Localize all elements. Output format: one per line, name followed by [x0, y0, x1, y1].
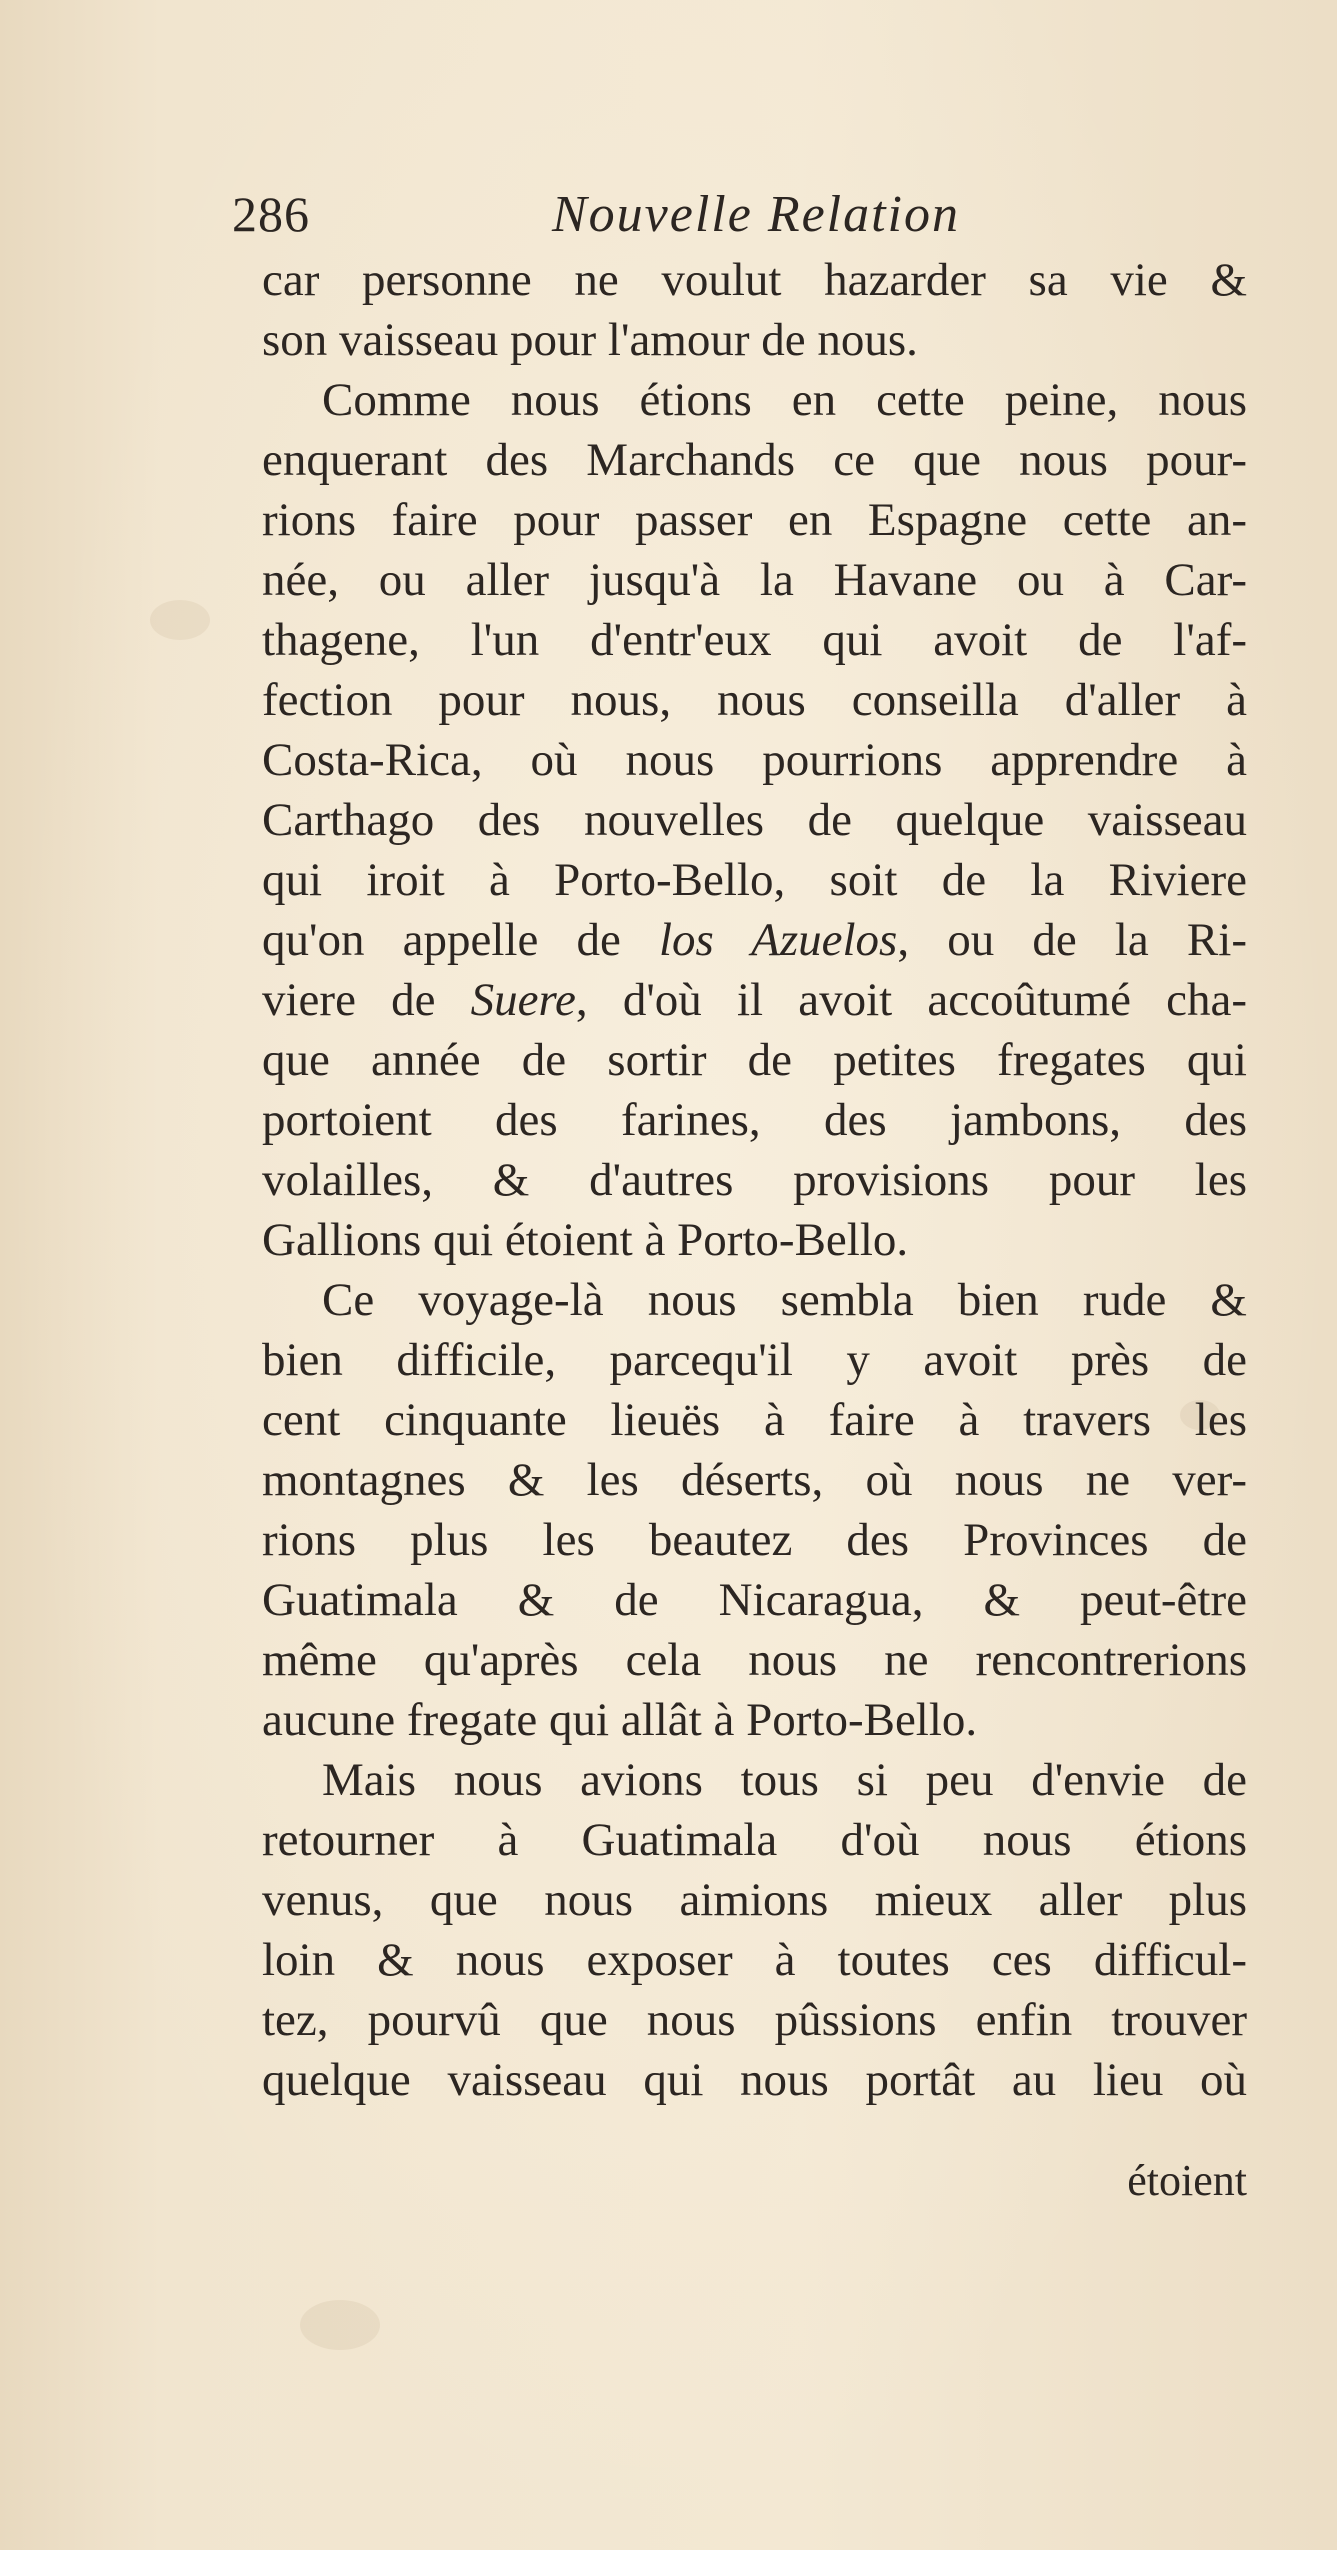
text-line: retourner à Guatimala d'où nous étions: [262, 1814, 1247, 1866]
text-line: portoient des farines, des jambons, des: [262, 1094, 1247, 1146]
text-line: qui iroit à Porto-Bello, soit de la Riviere: [262, 854, 1247, 906]
text-line: viere de Suere, d'où il avoit accoûtumé cha-: [262, 974, 1248, 1026]
page-number: 286: [232, 186, 310, 242]
italic-term: los Azuelos: [658, 914, 898, 966]
paper-stain: [150, 600, 210, 640]
text-line: thagene, l'un d'entr'eux qui avoit de l'af-: [262, 614, 1247, 666]
text-line: Costa-Rica, où nous pourrions apprendre à: [262, 734, 1247, 786]
text-line: rions plus les beautez des Provinces de: [262, 1514, 1247, 1566]
text-line: rions faire pour passer en Espagne cette an-: [262, 494, 1247, 546]
paper-stain: [300, 2300, 380, 2350]
text-line: enquerant des Marchands ce que nous pour-: [262, 434, 1247, 486]
text-line: car personne ne voulut hazarder sa vie &: [262, 254, 1247, 306]
text-line: Guatimala & de Nicaragua, & peut-être: [262, 1574, 1247, 1626]
text-line: montagnes & les déserts, où nous ne ver-: [262, 1454, 1247, 1506]
text-line: volailles, & d'autres provisions pour les: [262, 1154, 1247, 1206]
text-line: née, ou aller jusqu'à la Havane ou à Car-: [262, 554, 1247, 606]
text-line: cent cinquante lieuës à faire à travers les: [262, 1394, 1247, 1446]
text-line: son vaisseau pour l'amour de nous.: [262, 314, 918, 366]
text-line: aucune fregate qui allât à Porto-Bello.: [262, 1694, 978, 1746]
text-line: Gallions qui étoient à Porto-Bello.: [262, 1214, 909, 1266]
text-line: même qu'après cela nous ne rencontrerions: [262, 1634, 1247, 1686]
text-line: qu'on appelle de los Azuelos, ou de la Ri-: [262, 914, 1247, 966]
text-line: quelque vaisseau qui nous portât au lieu où: [262, 2054, 1247, 2106]
text-line: tez, pourvû que nous pûssions enfin trouver: [262, 1994, 1247, 2046]
text-line: Carthago des nouvelles de quelque vaisseau: [262, 794, 1247, 846]
text-line: bien difficile, parcequ'il y avoit près de: [262, 1334, 1247, 1386]
text-line: Mais nous avions tous si peu d'envie de: [322, 1754, 1247, 1806]
running-title: Nouvelle Relation: [552, 186, 961, 243]
italic-term: Suere: [470, 974, 576, 1026]
text-line: que année de sortir de petites fregates qui: [262, 1034, 1247, 1086]
text-line: venus, que nous aimions mieux aller plus: [262, 1874, 1247, 1926]
text-line: loin & nous exposer à toutes ces difficul-: [262, 1934, 1247, 1986]
text-line: Comme nous étions en cette peine, nous: [322, 374, 1247, 426]
text-line: fection pour nous, nous conseilla d'aller à: [262, 674, 1247, 726]
page-header: [232, 185, 1252, 255]
text-line: Ce voyage-là nous sembla bien rude &: [322, 1274, 1247, 1326]
catchword: étoient: [1127, 2156, 1247, 2205]
